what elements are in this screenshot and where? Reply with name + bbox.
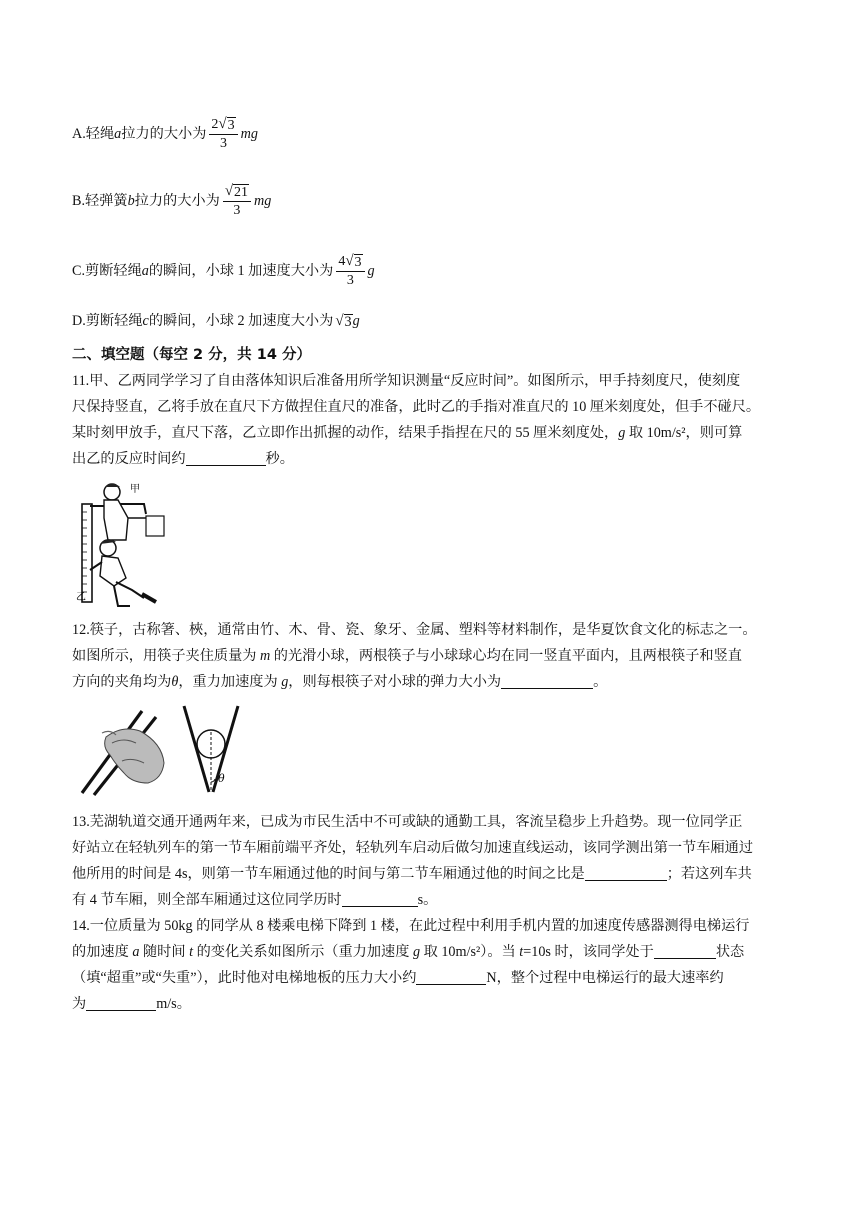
option-c (72, 253, 375, 289)
answer-blank-14a[interactable] (654, 942, 716, 959)
option-b-text: 拉力的大小为 (134, 193, 220, 209)
q13-text: 有 4 节车厢，则全部车厢通过这位同学历时 (72, 892, 342, 908)
q14-line-3 (72, 965, 796, 991)
q14-line-1: 14.一位质量为 50kg 的同学从 8 楼乘电梯下降到 1 楼，在此过程中利用手机内置的加速度传感器测得电梯运行 (72, 918, 750, 934)
q11-text: 某时刻甲放手，直尺下落，乙立即作出抓握的动作，结果手指捏在尺的 55 厘米刻度处， (72, 425, 619, 441)
option-d-var: c (142, 313, 149, 329)
q14-text: 的变化关系如图所示（重力加速度 (193, 944, 413, 960)
denominator: 3 (233, 203, 241, 218)
option-b (72, 183, 271, 219)
q14-text: 随时间 (139, 944, 190, 960)
answer-blank-12[interactable] (501, 672, 593, 689)
question-14 (72, 913, 796, 1017)
option-d-text: 的瞬间，小球 2 加速度大小为 (148, 313, 334, 329)
option-a-fraction: 2 √ 3 3 (209, 116, 237, 152)
q12-text: 。 (593, 674, 608, 690)
figure-chopsticks-ball (178, 702, 246, 796)
q11-line-3 (72, 420, 796, 446)
option-a-suffix: mg (240, 126, 258, 142)
theta-label: θ (218, 772, 225, 785)
q12-line-3 (72, 669, 796, 695)
q11-line-1: 11.甲、乙两同学学习了自由落体知识后准备用所学知识测量“反应时间”。如图所示，甲手持刻度尺，使刻度 (72, 373, 741, 389)
q11-line-2: 尺保持竖直，乙将手放在直尺下方做捏住直尺的准备，此时乙的手指对准直尺的 10 厘米刻度处，但手不碰尺。 (72, 399, 761, 415)
option-b-suffix: mg (254, 193, 272, 209)
radicand: 3 (227, 118, 235, 133)
option-d-suffix: g (352, 313, 360, 329)
radicand: 21 (234, 185, 249, 200)
q11-text: 取 10m/s²，则可算 (625, 425, 743, 441)
option-c-prefix: C.剪断轻绳 (72, 263, 142, 279)
option-d-sqrt: √ 3 (335, 312, 352, 330)
option-a (72, 116, 258, 152)
q12-m: m (260, 648, 271, 664)
q11-line-4 (72, 446, 796, 472)
q14-line-2 (72, 939, 796, 965)
denominator: 3 (346, 273, 354, 288)
q12-line-2 (72, 643, 796, 669)
q14-text: N，整个过程中电梯运行的最大速率约 (486, 970, 724, 986)
q14-line-4 (72, 991, 796, 1017)
q12-text: 的光滑小球，两根筷子与小球球心均在同一竖直平面内，且两根筷子和竖直 (270, 648, 742, 664)
q14-t: t (189, 944, 194, 960)
q13-text: ；若这列车共 (666, 866, 752, 882)
answer-blank-14c[interactable] (86, 994, 156, 1011)
answer-blank-14b[interactable] (416, 968, 486, 985)
figure-reaction-time (74, 478, 166, 610)
q14-text: 为 (72, 996, 87, 1012)
label-yi: 乙 (76, 592, 86, 603)
option-d (72, 308, 360, 334)
section-title: 二、填空题（每空 2 分，共 14 分） (72, 347, 311, 363)
q14-text: 取 10m/s²）。当 (420, 944, 520, 960)
q13-text: s。 (417, 892, 438, 908)
answer-blank-13b[interactable] (342, 890, 418, 907)
q11-g: g (618, 425, 626, 441)
coef: 4 (338, 253, 346, 269)
q11-text: 秒。 (265, 451, 294, 467)
option-c-text: 的瞬间，小球 1 加速度大小为 (148, 263, 334, 279)
figure-chopsticks-hand (72, 703, 168, 797)
q12-line-1: 12.筷子，古称箸、梜，通常由竹、木、骨、瓷、象牙、金属、塑料等材料制作，是华夏饮食文化的标志之一。 (72, 622, 757, 638)
q13-text: 他所用的时间是 4s，则第一节车厢通过他的时间与第二节车厢通过他的时间之比是 (72, 866, 585, 882)
q14-g: g (412, 944, 421, 960)
q12-text: 如图所示，用筷子夹住质量为 (72, 648, 260, 664)
coef: 2 (211, 116, 219, 132)
option-c-fraction: 4 √ 3 3 (336, 253, 364, 289)
option-b-var: b (127, 193, 135, 209)
q12-text: ，则每根筷子对小球的弹力大小为 (288, 674, 502, 690)
q13-line-1: 13.芜湖轨道交通开通两年来，已成为市民生活中不可或缺的通勤工具，客流呈稳步上升趋势。现一位同学正 (72, 814, 743, 830)
q12-g: g (281, 674, 289, 690)
q12-theta: θ (171, 674, 179, 690)
question-12 (72, 617, 796, 695)
q14-text: 的加速度 (72, 944, 133, 960)
answer-blank-13a[interactable] (585, 864, 667, 881)
option-c-suffix: g (367, 263, 375, 279)
option-b-prefix: B.轻弹簧 (72, 193, 128, 209)
q14-text: （填“超重”或“失重”），此时他对电梯地板的压力大小约 (72, 970, 417, 986)
question-13 (72, 809, 796, 913)
radicand: 3 (354, 255, 362, 270)
q11-text: 出乙的反应时间约 (72, 451, 186, 467)
option-d-prefix: D.剪断轻绳 (72, 313, 143, 329)
q12-text: 方向的夹角均为 (72, 674, 172, 690)
question-11 (72, 368, 796, 472)
denominator: 3 (220, 136, 228, 151)
q14-text: 状态 (715, 944, 745, 960)
option-a-prefix: A.轻绳 (72, 126, 115, 142)
label-jia: 甲 (130, 484, 140, 495)
q13-line-2: 好站立在轻轨列车的第一节车厢前端平齐处，轻轨列车启动后做匀加速直线运动，该同学测出第一节车厢通过 (72, 840, 754, 856)
q12-text: ，重力加速度为 (178, 674, 282, 690)
option-c-var: a (141, 263, 149, 279)
q13-line-4 (72, 887, 796, 913)
option-b-fraction: √ 21 3 (223, 183, 251, 219)
q14-text: m/s。 (156, 996, 191, 1012)
q13-line-3 (72, 861, 796, 887)
q14-t: t (519, 944, 524, 960)
answer-blank-11[interactable] (186, 449, 266, 466)
option-a-var: a (114, 126, 122, 142)
q14-a: a (132, 944, 140, 960)
radicand: 3 (344, 313, 352, 330)
option-a-text: 拉力的大小为 (121, 126, 207, 142)
q14-text: =10s 时，该同学处于 (523, 944, 654, 960)
